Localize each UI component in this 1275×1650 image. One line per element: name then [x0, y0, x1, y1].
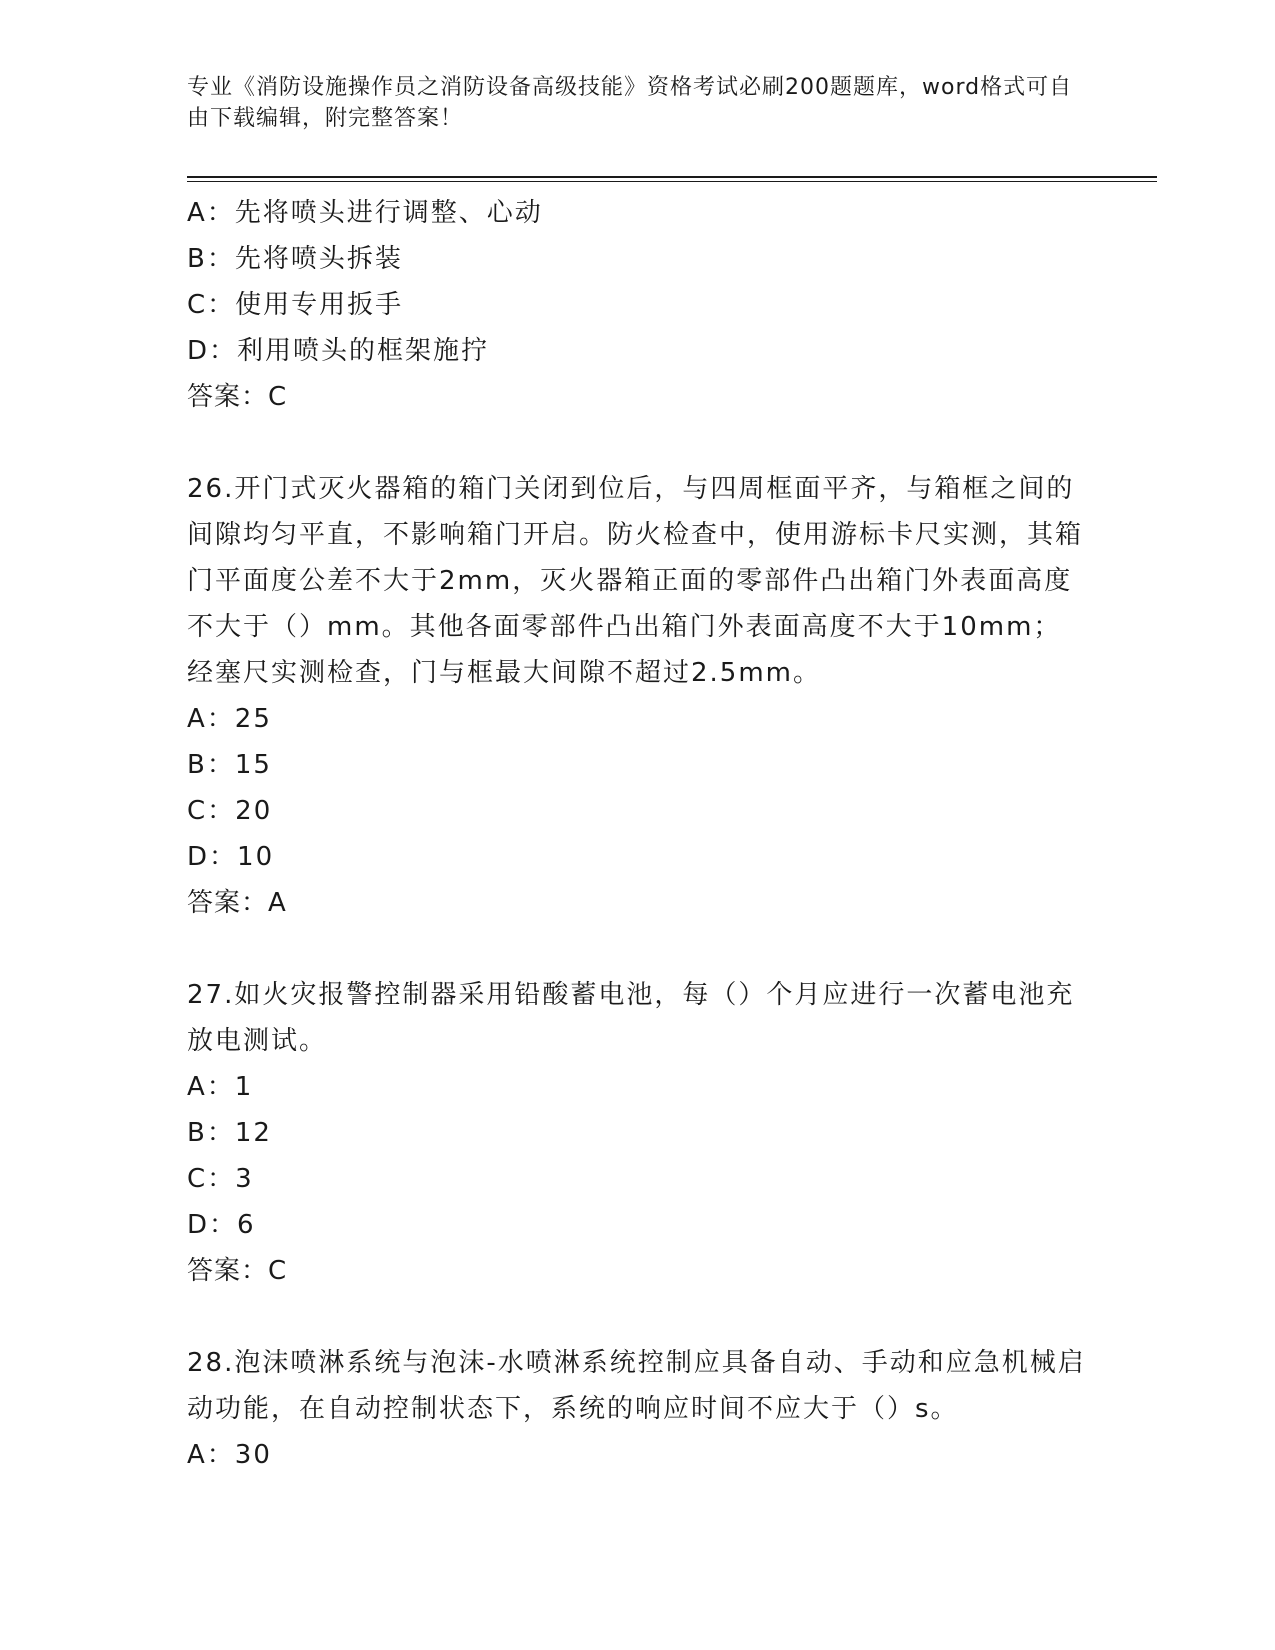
option-c: C：3 [187, 1164, 254, 1194]
option-a: A：25 [187, 704, 272, 734]
spacer [187, 926, 1087, 972]
spacer [187, 420, 1087, 466]
question-25 [187, 190, 1087, 420]
option-b: B：先将喷头拆装 [187, 244, 403, 274]
answer: 答案：C [187, 382, 288, 412]
question-27 [187, 972, 1087, 1294]
answer: 答案：C [187, 1256, 288, 1286]
option-b: B：15 [187, 750, 272, 780]
question-text: 26.开门式灭火器箱的箱门关闭到位后，与四周框面平齐，与箱框之间的间隙均匀平直，不影响箱门开启。防火检查中，使用游标卡尺实测，其箱门平面度公差不大于2mm，灭火器箱正面的零部件凸出箱门外表面高度不大于（）mm。其他各面零部件凸出箱门外表面高度不大于10mm；经塞尺实测检查，门与框最大间隙不超过2.5mm。 [187, 474, 1084, 688]
option-d: D：利用喷头的框架施拧 [187, 336, 490, 366]
spacer [187, 1294, 1087, 1340]
option-a: A：1 [187, 1072, 254, 1102]
header-divider-thin [187, 181, 1157, 182]
document-body [187, 190, 1087, 1478]
option-c: C：使用专用扳手 [187, 290, 404, 320]
option-b: B：12 [187, 1118, 272, 1148]
option-a: A：30 [187, 1440, 272, 1470]
page-header-title: 专业《消防设施操作员之消防设备高级技能》资格考试必刷200题题库，word格式可自由下载编辑，附完整答案！ [187, 75, 1073, 131]
question-26 [187, 466, 1087, 926]
question-28 [187, 1340, 1087, 1478]
option-d: D：10 [187, 842, 275, 872]
question-text: 27.如火灾报警控制器采用铅酸蓄电池，每（）个月应进行一次蓄电池充放电测试。 [187, 980, 1075, 1056]
answer: 答案：A [187, 888, 287, 918]
question-text: 28.泡沫喷淋系统与泡沫-水喷淋系统控制应具备自动、手动和应急机械启动功能，在自动控制状态下，系统的响应时间不应大于（）s。 [187, 1348, 1086, 1424]
option-d: D：6 [187, 1210, 256, 1240]
header-divider-thick [187, 176, 1157, 178]
option-c: C：20 [187, 796, 273, 826]
option-a: A：先将喷头进行调整、心动 [187, 198, 543, 228]
